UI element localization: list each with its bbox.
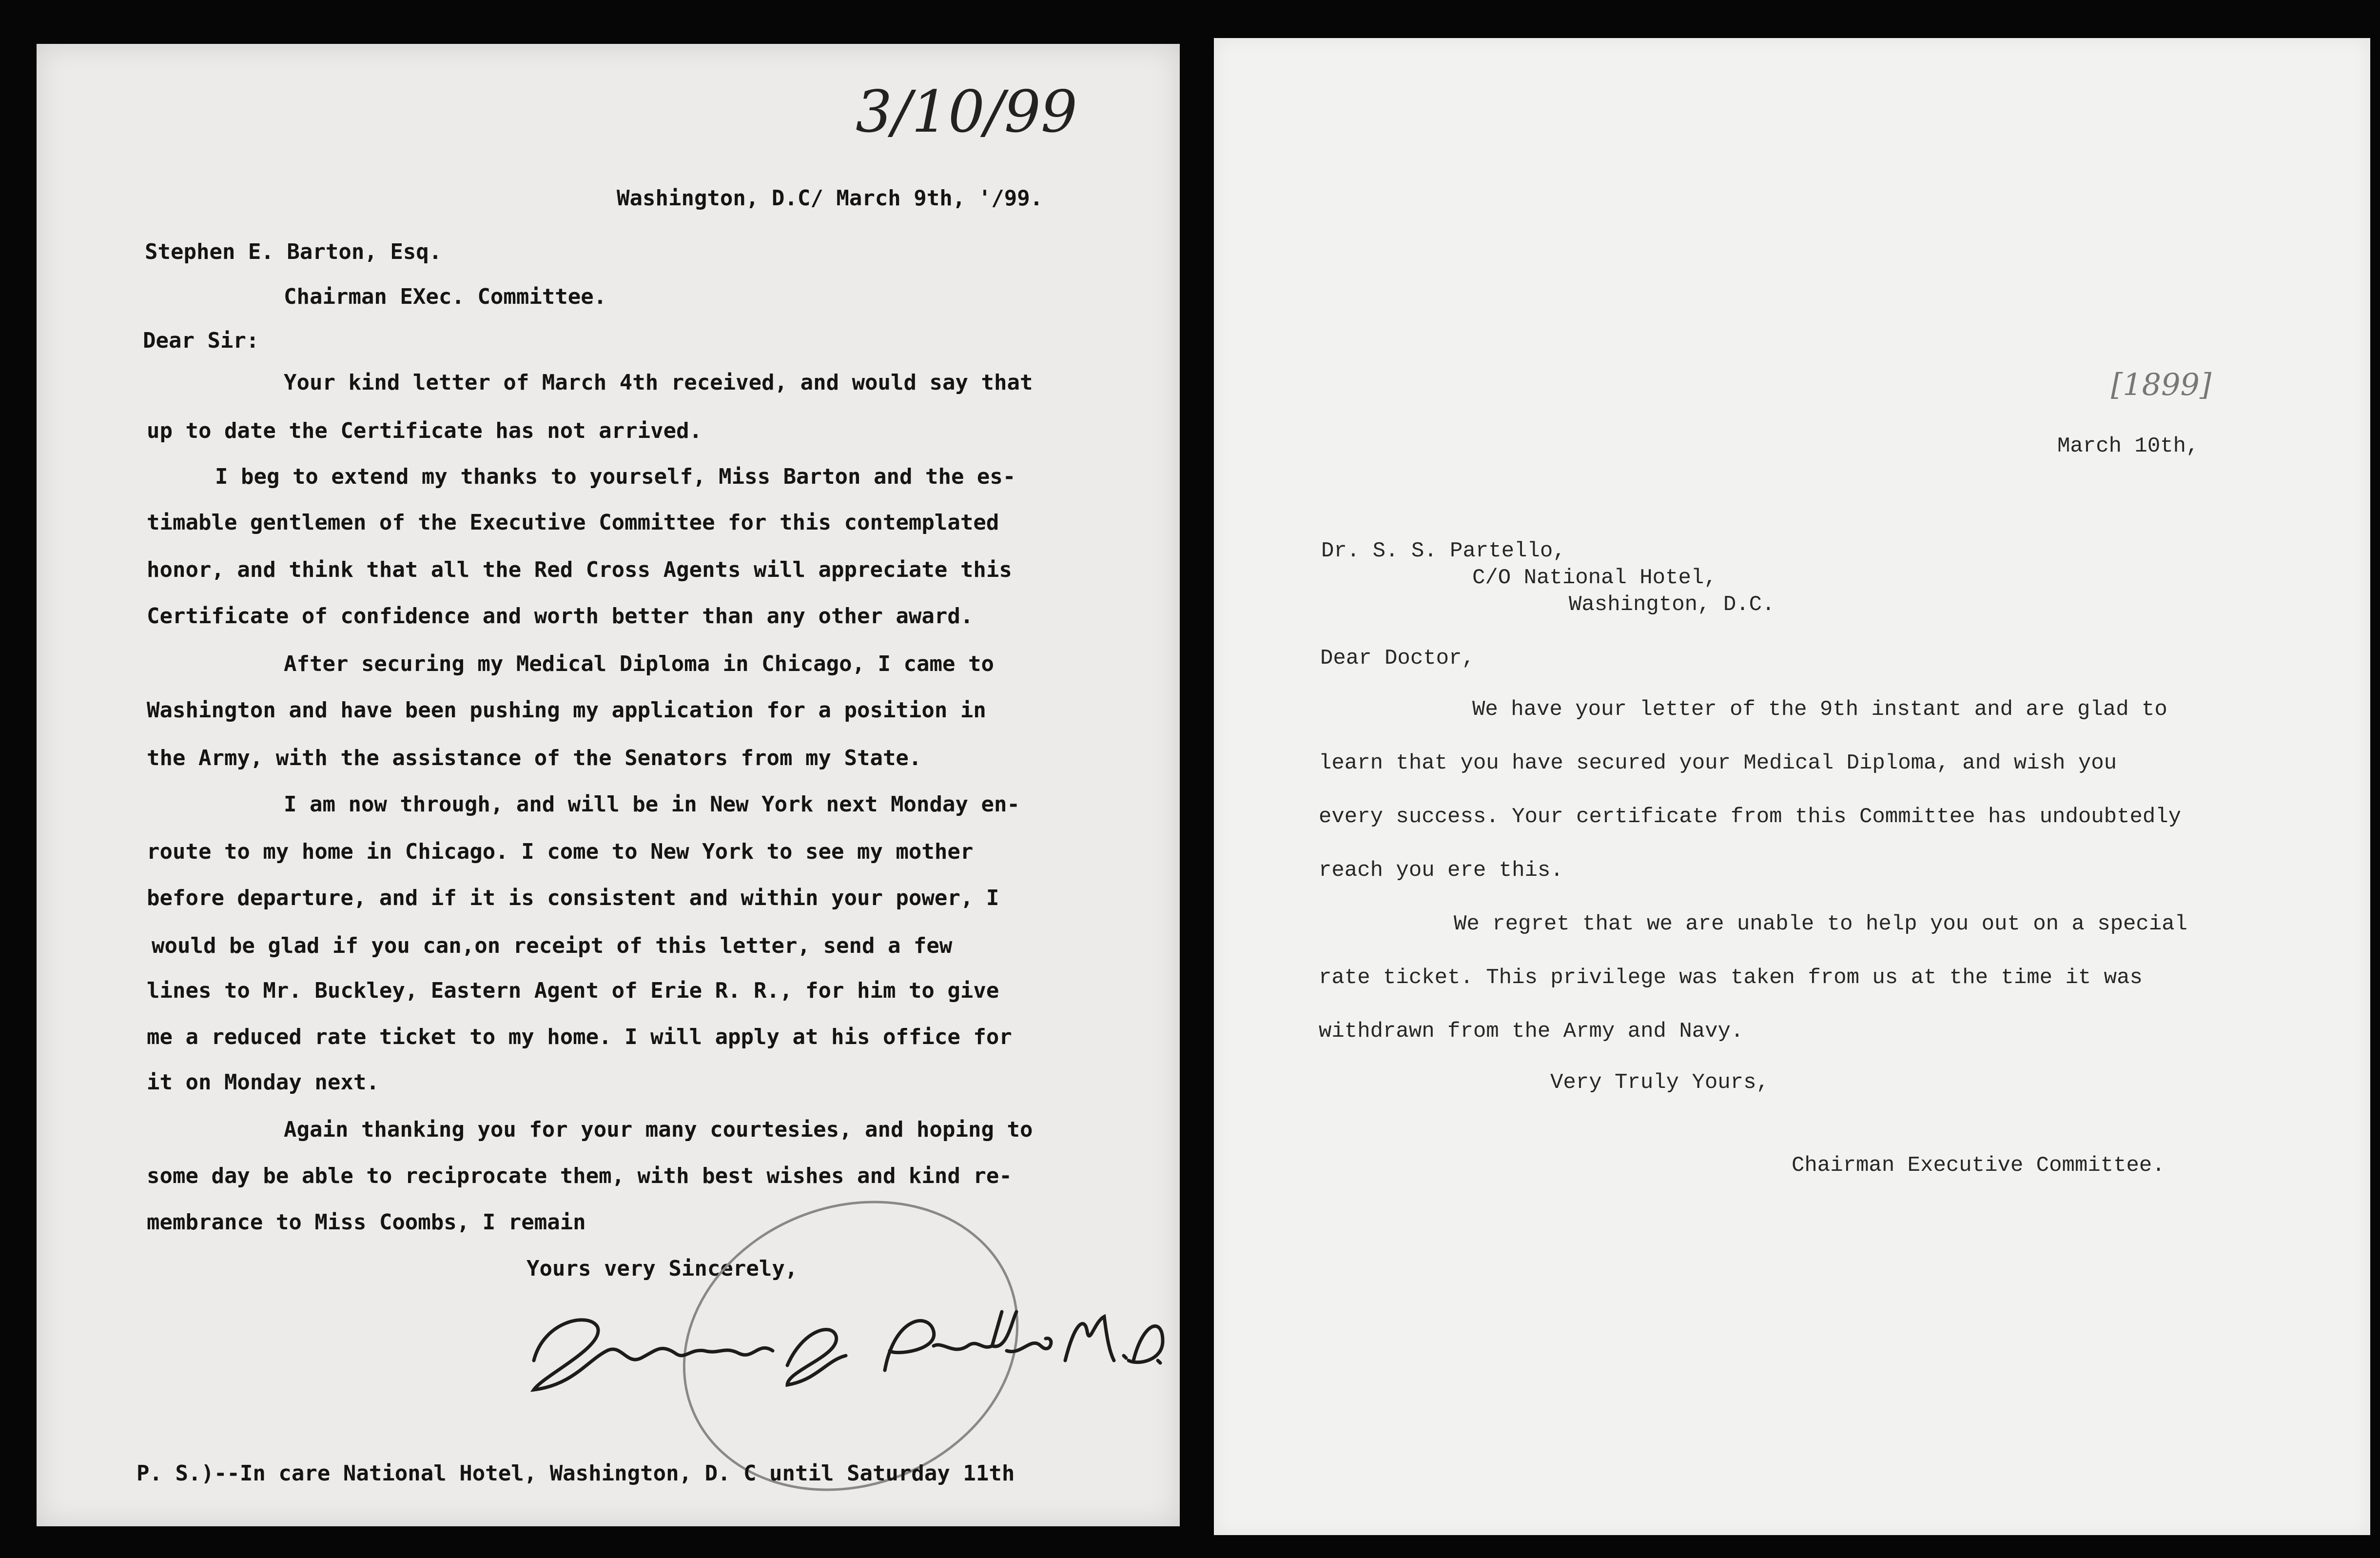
body-line: before departure, and if it is consistent and within your power, I bbox=[147, 886, 999, 910]
body-line: I am now through, and will be in New York next Monday en- bbox=[284, 792, 1020, 817]
letter-right-salutation: Dear Doctor, bbox=[1320, 646, 1475, 671]
letter-left-salutation: Dear Sir: bbox=[143, 328, 259, 353]
body-line: timable gentlemen of the Executive Committee for this contemplated bbox=[147, 510, 999, 535]
body-line: Certificate of confidence and worth better than any other award. bbox=[147, 604, 974, 629]
letter-left-dateline: Washington, D.C/ March 9th, '/99. bbox=[617, 186, 1043, 211]
letter-right-closing: Very Truly Yours, bbox=[1550, 1070, 1769, 1095]
body-line: We regret that we are unable to help you out on a special bbox=[1454, 912, 2188, 936]
body-line: would be glad if you can,on receipt of this letter, send a few bbox=[152, 933, 953, 958]
body-line: Your kind letter of March 4th received, and would say that bbox=[284, 370, 1033, 395]
signature bbox=[514, 1292, 1168, 1404]
body-line: learn that you have secured your Medical Diploma, and wish you bbox=[1319, 751, 2117, 775]
body-line: up to date the Certificate has not arrived. bbox=[147, 418, 702, 443]
body-line: withdrawn from the Army and Navy. bbox=[1319, 1019, 1744, 1044]
body-line: me a reduced rate ticket to my home. I will apply at his office for bbox=[147, 1025, 1012, 1049]
body-line: rate ticket. This privilege was taken from us at the time it was bbox=[1319, 966, 2143, 990]
letter-left-addressee-title: Chairman EXec. Committee. bbox=[284, 284, 607, 309]
letter-right-address-line: C/O National Hotel, bbox=[1472, 566, 1717, 590]
body-line: We have your letter of the 9th instant and are glad to bbox=[1472, 697, 2167, 722]
pencil-year-annotation: [1899] bbox=[2111, 367, 2212, 402]
letter-right-page bbox=[1214, 38, 2370, 1535]
body-line: After securing my Medical Diploma in Chicago, I came to bbox=[284, 651, 994, 676]
body-line: membrance to Miss Coombs, I remain bbox=[147, 1210, 586, 1235]
body-line: lines to Mr. Buckley, Eastern Agent of Erie R. R., for him to give bbox=[147, 978, 999, 1003]
body-line: every success. Your certificate from this Committee has undoubtedly bbox=[1319, 805, 2182, 829]
body-line: some day be able to reciprocate them, with best wishes and kind re- bbox=[147, 1164, 1012, 1188]
body-line: Washington and have been pushing my application for a position in bbox=[147, 698, 986, 723]
body-line: route to my home in Chicago. I come to New York to see my mother bbox=[147, 839, 974, 864]
letter-right-address-line: Washington, D.C. bbox=[1569, 592, 1775, 617]
letter-left-addressee-name: Stephen E. Barton, Esq. bbox=[145, 239, 442, 264]
letter-right-address-line: Dr. S. S. Partello, bbox=[1321, 539, 1566, 563]
letter-left-closing: Yours very Sincerely, bbox=[527, 1256, 798, 1281]
body-line: honor, and think that all the Red Cross Agents will appreciate this bbox=[147, 557, 1012, 582]
body-line: the Army, with the assistance of the Senators from my State. bbox=[147, 746, 922, 770]
body-line: it on Monday next. bbox=[147, 1070, 379, 1095]
handwritten-date: 3/10/99 bbox=[856, 78, 1077, 145]
letter-right-date: March 10th, bbox=[2057, 434, 2199, 458]
body-line: Again thanking you for your many courtesies, and hoping to bbox=[284, 1117, 1033, 1142]
letter-left-postscript: P. S.)--In care National Hotel, Washington, D. C until Saturday 11th bbox=[137, 1461, 1015, 1486]
body-line: I beg to extend my thanks to yourself, Miss Barton and the es- bbox=[215, 464, 1016, 489]
letter-left-page bbox=[37, 44, 1180, 1526]
body-line: reach you ere this. bbox=[1319, 858, 1563, 883]
letter-right-signature-title: Chairman Executive Committee. bbox=[1792, 1153, 2165, 1178]
